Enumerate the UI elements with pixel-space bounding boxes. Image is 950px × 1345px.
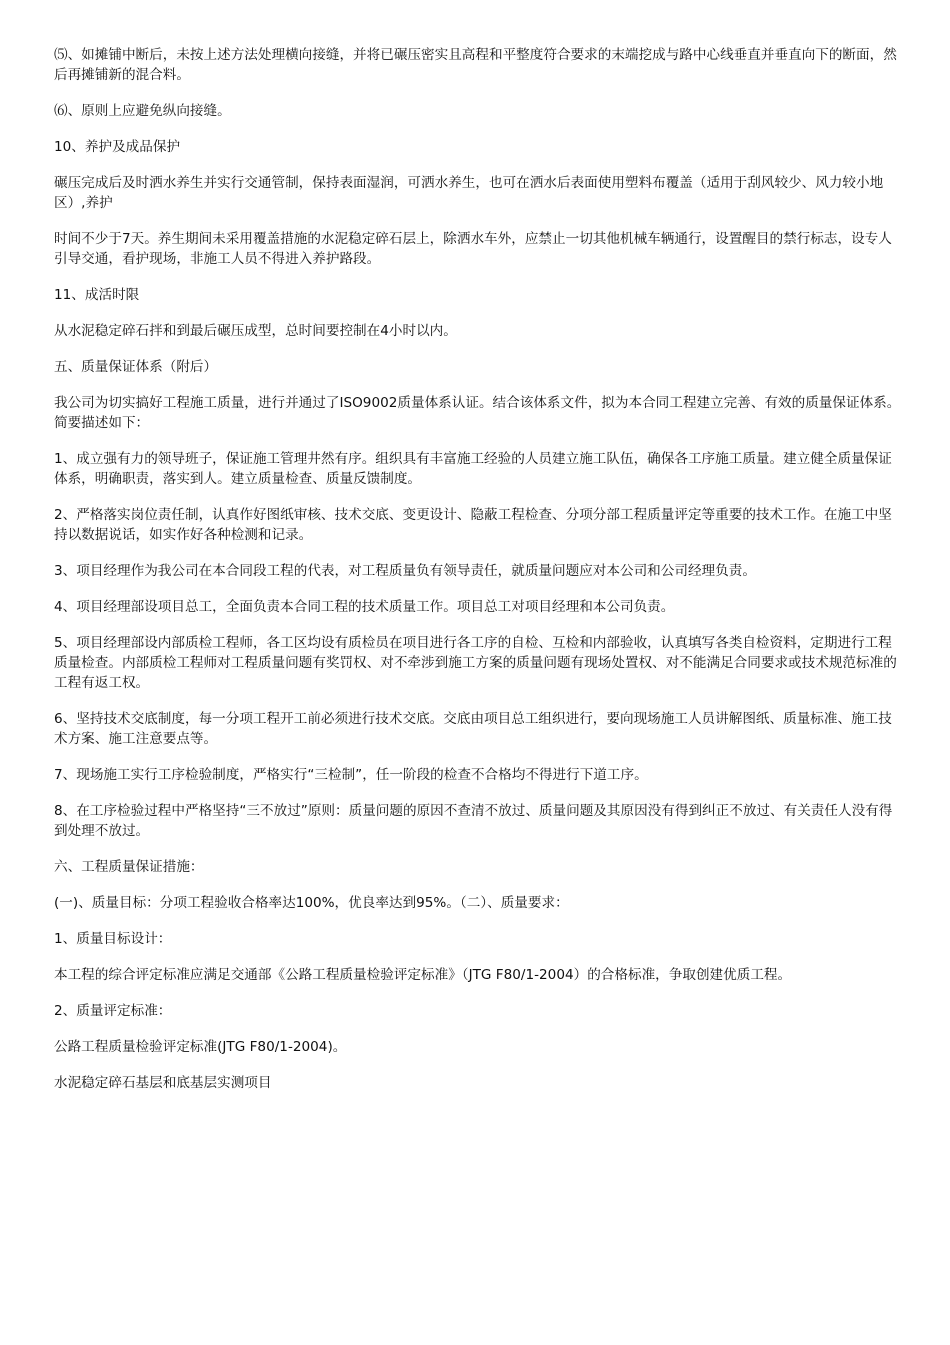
paragraph-quality-intro: 我公司为切实搞好工程施工质量，进行并通过了ISO9002质量体系认证。结合该体系文件，拟为本合同工程建立完善、有效的质量保证体系。简要描述如下： <box>54 395 901 431</box>
heading-curing: 10、养护及成品保护 <box>54 139 181 155</box>
paragraph-standard: 本工程的综合评定标准应满足交通部《公路工程质量检验评定标准》（JTG F80/1-2004）的合格标准，争取创建优质工程。 <box>54 967 792 983</box>
list-item-1: 1、成立强有力的领导班子，保证施工管理井然有序。组织具有丰富施工经验的人员建立施工队伍，确保各工序施工质量。建立健全质量保证体系，明确职责，落实到人。建立质量检查、质量反馈制度。 <box>54 451 892 487</box>
paragraph-quality-target: (一)、质量目标：分项工程验收合格率达100%，优良率达到95%。（二）、质量要求： <box>54 895 569 911</box>
paragraph-time-limit: 从水泥稳定碎石拌和到最后碾压成型，总时间要控制在4小时以内。 <box>54 323 457 339</box>
paragraph-joint-interrupt: ⑸、如摊铺中断后，未按上述方法处理横向接缝，并将已碾压密实且高程和平整度符合要求的末端挖成与路中心线垂直并垂直向下的断面，然后再摊铺新的混合料。 <box>54 47 897 83</box>
list-item-5: 5、项目经理部设内部质检工程师，各工区均设有质检员在项目进行各工序的自检、互检和内部验收，认真填写各类自检资料，定期进行工程质量检查。内部质检工程师对工程质量问题有奖罚权、对不牵涉到施工方案的质量问题有现场处置权、对不能满足合同要求或技术规范标准的工程有返工权。 <box>54 635 897 691</box>
heading-quality-measures: 六、工程质量保证措施： <box>54 859 204 875</box>
list-item-4: 4、项目经理部设项目总工，全面负责本合同工程的技术质量工作。项目总工对项目经理和本公司负责。 <box>54 599 675 615</box>
paragraph-measured-items: 水泥稳定碎石基层和底基层实测项目 <box>54 1075 272 1091</box>
paragraph-longitudinal-joint: ⑹、原则上应避免纵向接缝。 <box>54 103 231 119</box>
list-item-7: 7、现场施工实行工序检验制度，严格实行“三检制”，任一阶段的检查不合格均不得进行下道工序。 <box>54 767 648 783</box>
paragraph-standard-name: 公路工程质量检验评定标准(JTG F80/1-2004)。 <box>54 1039 347 1055</box>
list-item-8: 8、在工序检验过程中严格坚持“三不放过”原则：质量问题的原因不查清不放过、质量问题及其原因没有得到纠正不放过、有关责任人没有得到处理不放过。 <box>54 803 893 839</box>
list-item-6: 6、坚持技术交底制度，每一分项工程开工前必须进行技术交底。交底由项目总工组织进行，要向现场施工人员讲解图纸、质量标准、施工技术方案、施工注意要点等。 <box>54 711 892 747</box>
list-item-2: 2、严格落实岗位责任制，认真作好图纸审核、技术交底、变更设计、隐蔽工程检查、分项分部工程质量评定等重要的技术工作。在施工中坚持以数据说话，如实作好各种检测和记录。 <box>54 507 892 543</box>
paragraph-curing-2: 时间不少于7天。养生期间未采用覆盖措施的水泥稳定碎石层上，除洒水车外，应禁止一切其他机械车辆通行，设置醒目的禁行标志，设专人引导交通，看护现场，非施工人员不得进入养护路段。 <box>54 231 892 267</box>
heading-quality-system: 五、质量保证体系（附后） <box>54 359 218 375</box>
heading-target-design: 1、质量目标设计： <box>54 931 172 947</box>
heading-evaluation-standard: 2、质量评定标准： <box>54 1003 172 1019</box>
heading-time-limit: 11、成活时限 <box>54 287 140 303</box>
list-item-3: 3、项目经理作为我公司在本合同段工程的代表，对工程质量负有领导责任，就质量问题应对本公司和公司经理负责。 <box>54 563 756 579</box>
paragraph-curing-1: 碾压完成后及时洒水养生并实行交通管制，保持表面湿润，可洒水养生，也可在洒水后表面使用塑料布覆盖（适用于刮风较少、风力较小地区）,养护 <box>54 175 884 211</box>
